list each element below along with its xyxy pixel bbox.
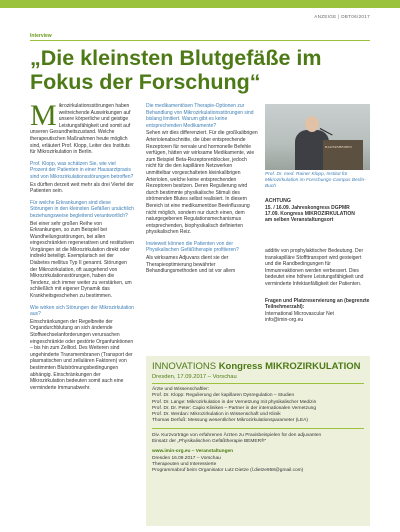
- notice-line-3: am selben Veranstaltungsort: [265, 217, 334, 224]
- contact-email[interactable]: info@imin-org.eu: [265, 317, 304, 324]
- speaker-item: Prof. Dr. Lange: Mikrozirkulation in der Vernetzung mit physikalischer Medizin: [152, 399, 317, 405]
- congress-title-bold: Kongress MIKROZIRKULATION: [218, 361, 361, 372]
- answer-2: Bei einer sehr großen Reihe von Erkrankungen, so zum Beispiel bei Wundheilungsstörungen, bei allen eingeschränkten regenerativen und restitutiven Vorgängen ist die Mikrozirkulation direkt oder indirekt beteiligt. Exemplarisch sei der Diabetes mellitus Typ II genannt. Störungen der Mikrozirkulation, oft ausgehend von Mikrozirkulationsstörungen, haben die Tendenz, sich immer weiter zu verstärken, um schließlich mit eigener Dynamik das Krankheitsgeschehen zu bestimmen.: [30, 220, 134, 300]
- question-2: Für welche Erkrankungen sind diese Störungen in den kleinsten Gefäßen ursächlich beziehungsweise begleitend verantwortlich?: [30, 199, 134, 219]
- workshop-line-2: Einsatz der „Physikalischen Gefäßtherapie BEMER®“: [152, 439, 267, 445]
- answer-5: Als wirksames Adjuvans dient sie der Therapieoptimierung bewährter Behandlungsmethoden und ist vor allem: [146, 255, 236, 275]
- page-title: „Die kleinsten Blutgefäße im Fokus der Forschung“: [30, 46, 322, 94]
- answer-3: Einschränkungen der Regelbreite der Organdurchblutung an sich ändernde Stoffwechselanforderungen verursachen eingeschränkte oder gestörte Organfunktionen – bis hin zum Zelltod. Des Weiteren sind ungehinderte Transmembranen (Transport der plasmatischen und zellulären Faktoren) von bestimmten Blutströmungsbedingungen abhängig. Einschränkungen der Mikrozirkulation bedeuten somit auch eine verminderte Immunabwehr.: [30, 318, 134, 391]
- congress-title: [152, 361, 364, 372]
- congress-divider: [152, 383, 364, 384]
- question-5: Inwieweit können die Patienten von der Physikalischen Gefäßtherapie profitieren?: [146, 240, 239, 254]
- question-3: Wie wirken sich Störungen der Mikrozirkulation aus?: [30, 304, 134, 318]
- congress-divider-2: [152, 428, 364, 429]
- banner-subtitle: ANZEIGE | DBT06/2017: [314, 14, 370, 19]
- congress-box: [146, 356, 370, 526]
- contact-org: International Microvascular Net: [265, 310, 334, 317]
- column-3-continuation: [265, 248, 370, 324]
- speaker-list: [152, 393, 364, 424]
- workshop-line-1: Div. Kurzvorträge von erfahrenen Ärzten zu Praxisbeispielen für den adjuvanten: [152, 432, 322, 438]
- notice-line-1: 15. / 16.09. Jahreskongress DGPMR: [265, 204, 350, 211]
- answer-4: Sehen wir dies differenziert. Für die großkalibrigen Arteriolenabschnitte, die über entsprechende Rezeptoren für nervale und hormonelle Befehle verfügen, hätten wir wirksame Medikamente, wie zum Beispiel Beta-Rezeptorenblocker, jedoch nicht für die den kapillären Netzwerken unmittelbar vorgeschalteten kleinkalibrigen Arteriolen, welche keine entsprechenden Rezeptoren besitzen. Deren Regulierung wird durch bestimmte physikalische Stimuli des strömenden Blutes selbst realisiert. In diesem Bereich ist eine medikamentöse Beeinflussung nicht möglich, sondern nur durch einen, dem naturgegebenen Regulationsmechanismus entsprechenden, biophysikalisch definierten physikalischen Reiz.: [146, 130, 258, 236]
- question-4: Die medikamentösen Therapie-Optionen zur Behandlung von Mikrozirkulationsstörungen sind bislang limitiert. Warum gibt es keine entsprechenden Medikamente?: [146, 103, 254, 129]
- notice-line-2: 17.09. Kongress MIKROZIRKULATION: [265, 211, 355, 217]
- column-3: [265, 104, 370, 224]
- banner-band: [0, 0, 400, 8]
- speaker-item: Prof. Dr. Dr. Peter: Capio Kliniken – Partner in der internationalen Vernetzung: [152, 405, 316, 411]
- congress-title-light: INNOVATIONS: [152, 361, 217, 372]
- answer-5-continued: additiv von prophylaktischer Bedeutung. Der transkapilläre Stoffttransport wird gesteigert und die Randbedingungen für Immunreaktionen werden verbessert. Dies bedeutet eine höhere Leistungsfähigkeit und verminderte Infektanfälligkeit der Patienten.: [265, 248, 364, 287]
- answer-1: Es dürften derzeit weit mehr als drei Viertel der Patienten sein.: [30, 181, 134, 195]
- intro-paragraph: [30, 99, 134, 156]
- dropcap: M: [30, 99, 57, 132]
- lectern-label: BAUERSHEIDEN: [325, 145, 352, 149]
- notice-title: ACHTUNG: [265, 198, 291, 204]
- intro-text: ikrozirkulationsstörungen haben weitreichende Auswirkungen auf unsere körperliche und geistige Leistungsfähigkeit und somit auf unseren Gesundheitszustand. Welche therapeutischen Maßnahmen heute möglich sind, erläutert Prof. Klopp, Leiter des Instituts für Mikrozirkulation in Berlin.: [30, 103, 131, 156]
- congress-date: Dresden, 17.09.2017 – Vorschau: [152, 374, 237, 380]
- speaker-item: Prof. Dr. Werdan: Mikrozirkulation in Wissenschaft und Klinik: [152, 412, 281, 418]
- notice-box: [265, 198, 370, 224]
- top-banner: [0, 0, 400, 32]
- question-1: Prof. Klopp, was schätzen Sie, wie viel Prozent der Patienten in einer Hausarztpraxis sind von Mikrozirkulationsstörungen betroffen?: [30, 160, 134, 180]
- dresden-line: Dresden 16.09.2017 – Vorschau: [152, 455, 221, 461]
- speaker-head: [305, 116, 319, 132]
- speaker-item: Thomas Derfuß: Messung wesentlicher Mikrozirkulationsparameter (LEA): [152, 418, 308, 424]
- speakers-title: Ärzte und Wissenschaftler:: [152, 387, 210, 392]
- contact-title: Fragen und Platzreservierung an (begrenzte Teilnehmerzahl):: [265, 297, 370, 311]
- program-line: Programmabruf beim Organisator Lutz Dietze (l.dietze958@gmail.com): [152, 468, 304, 474]
- section-rubric: Interview: [30, 33, 52, 39]
- rubric-divider: [30, 40, 370, 41]
- audience-line: Therapeuten und Interessierte: [152, 461, 217, 467]
- congress-link[interactable]: www.imin-org.eu – Veranstaltungen: [152, 449, 234, 455]
- column-1: [30, 99, 134, 396]
- column-2: [146, 103, 258, 280]
- speaker-photo: [265, 104, 370, 170]
- speaker-item: Prof. Dr. Klopp: Regulierung der kapillaren Dysregulation – Studien: [152, 393, 295, 399]
- photo-caption: Prof. Dr. med. Rainer Klopp, Institut für Mikrozirkulation im Forschungs-Campus Berlin-Buch: [265, 172, 366, 189]
